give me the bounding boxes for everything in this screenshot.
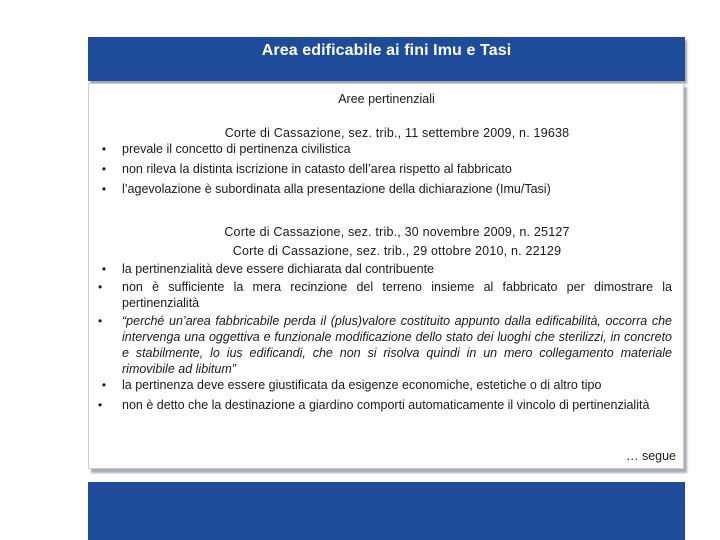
list-item-text: la pertinenzialità deve essere dichiarata dal contribuente <box>122 262 434 276</box>
bullet-icon: • <box>98 280 103 294</box>
bullet-icon: • <box>101 262 107 276</box>
list-item <box>101 261 672 277</box>
list-item-text: prevale il concetto di pertinenza civilistica <box>122 142 351 156</box>
court-reference: Corte di Cassazione, sez. trib., 29 ottobre 2010, n. 22129 <box>232 244 562 258</box>
list-item-text: l’agevolazione è subordinata alla presentazione della dichiarazione (Imu/Tasi) <box>122 182 551 196</box>
list-item-text: la pertinenza deve essere giustificata da esigenze economiche, estetiche o di altro tipo <box>122 378 602 392</box>
list-item <box>98 313 672 377</box>
section-subtitle: Aree pertinenziali <box>338 92 435 106</box>
list-item <box>98 279 672 311</box>
court-reference: Corte di Cassazione, sez. trib., 30 novembre 2009, n. 25127 <box>224 225 570 239</box>
list-item <box>98 397 672 413</box>
list-item-text: “perché un’area fabbricabile perda il (plus)valore costituito appunto dalla edificabilità, occorra che intervenga una oggettiva e funzionale modificazione dello stato dei luoghi che sterilizzi, in concreto e stabilmente, lo ius edificandi, che non si risolva quindi in un mero collegamento materiale rimovibile ad libitum” <box>122 314 672 376</box>
list-item <box>101 377 672 393</box>
continue-label: … segue <box>625 449 676 463</box>
court-reference: Corte di Cassazione, sez. trib., 11 settembre 2009, n. 19638 <box>224 126 570 140</box>
bullet-icon: • <box>101 142 107 156</box>
bullet-icon: • <box>101 378 107 392</box>
list-item-text: non è sufficiente la mera recinzione del terreno insieme al fabbricato per dimostrare la pertinenzialità <box>122 280 672 310</box>
section-1 <box>101 125 672 197</box>
bullet-icon: • <box>101 182 107 196</box>
bullet-icon: • <box>101 162 107 176</box>
list-item <box>101 161 672 177</box>
bullet-icon: • <box>98 398 103 412</box>
bullet-icon: • <box>98 314 103 328</box>
list-item <box>101 181 672 197</box>
list-item-text: non rileva la distinta iscrizione in catasto dell’area rispetto al fabbricato <box>122 162 512 176</box>
footer-bar <box>88 482 685 540</box>
list-item <box>101 141 672 157</box>
page-title: Area edificabile ai fini Imu e Tasi <box>261 42 512 59</box>
section-2 <box>98 224 672 413</box>
list-item-text: non è detto che la destinazione a giardino comporti automaticamente il vincolo di pertinenzialità <box>122 398 650 412</box>
